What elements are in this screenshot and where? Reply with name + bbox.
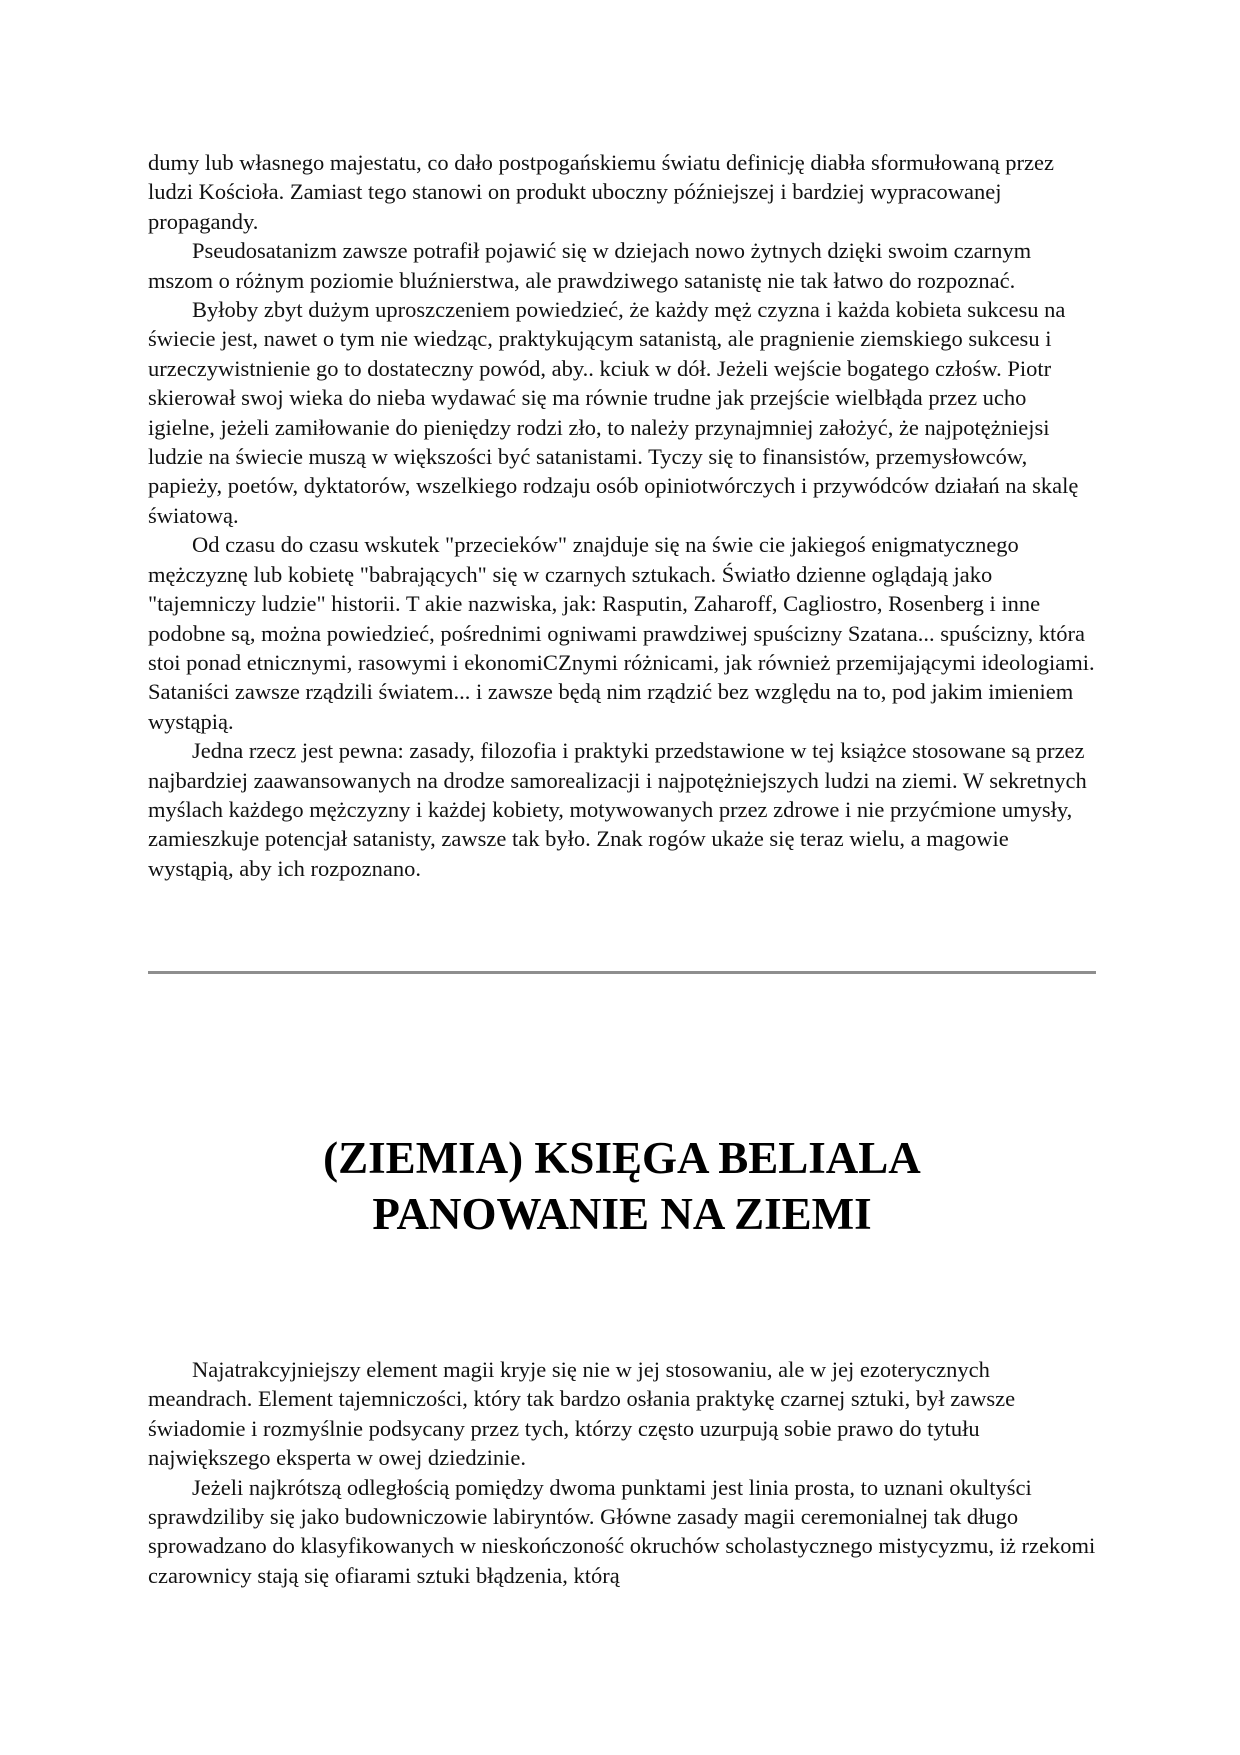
paragraph: dumy lub własnego majestatu, co dało postpogańskiemu światu definicję diabła sformułowaną przez ludzi Kościoła. Zamiast tego stanowi on produkt uboczny późniejszej i bardziej wypracowanej propagandy. <box>148 150 1055 234</box>
chapter-title-line-2: PANOWANIE NA ZIEMI <box>372 1189 872 1239</box>
paragraph: Byłoby zbyt dużym uproszczeniem powiedzieć, że każdy męż czyzna i każda kobieta sukcesu na świecie jest, nawet o tym nie wiedząc, praktykującym satanistą, ale pragnienie ziemskiego sukcesu i urzeczywistnienie go to dostateczny powód, aby.. kciuk w dół. Jeżeli wejście bogatego człośw. Piotr skierował swoj wieka do nieba wydawać się ma równie trudne jak przejście wielbłąda przez ucho igielne, jeżeli zamiłowanie do pieniędzy rodzi zło, to należy przynajmniej założyć, że najpotężniejsi ludzie na świecie muszą w większości być satanistami. Tyczy się to finansistów, przemysłowców, papieży, poetów, dyktatorów, wszelkiego rodzaju osób opiniotwórczych i przywódców działań na skalę światową. <box>148 297 1079 528</box>
chapter-title-line-1: (ZIEMIA) KSIĘGA BELIALA <box>323 1133 921 1183</box>
paragraph: Najatrakcyjniejszy element magii kryje się nie w jej stosowaniu, ale w jej ezoterycznych meandrach. Element tajemniczości, który tak bardzo osłania praktykę czarnej sztuki, był zawsze świadomie i rozmyślnie podsycany przez tych, którzy często uzurpują sobie prawo do tytułu największego eksperta w owej dziedzinie. <box>148 1357 1016 1471</box>
bottom-text-section <box>148 1355 1096 1590</box>
paragraph: Pseudosatanizm zawsze potrafił pojawić się w dziejach nowo żytnych dzięki swoim czarnym mszom o różnym poziomie bluźnierstwa, ale prawdziwego satanistę nie tak łatwo do rozpoznać. <box>148 238 1032 293</box>
paragraph: Jedna rzecz jest pewna: zasady, filozofia i praktyki przedstawione w tej książce stosowane są przez najbardziej zaawansowanych na drodze samorealizacji i najpotężniejszych ludzi na ziemi. W sekretnych myślach każdego mężczyzny i każdej kobiety, motywowanych przez zdrowe i nie przyćmione umysły, zamieszkuje potencjał satanisty, zawsze tak było. Znak rogów ukaże się teraz wielu, a magowie wystąpią, aby ich rozpoznano. <box>148 738 1087 881</box>
section-divider <box>148 971 1096 974</box>
chapter-title <box>148 1130 1096 1242</box>
paragraph: Jeżeli najkrótszą odległością pomiędzy dwoma punktami jest linia prosta, to uznani okultyści sprawdziliby się jako budowniczowie labiryntów. Główne zasady magii ceremonialnej tak długo sprowadzano do klasyfikowanych w nieskończoność okruchów scholastycznego mistycyzmu, iż rzekomi czarownicy stają się ofiarami sztuki błądzenia, którą <box>148 1474 1096 1588</box>
paragraph: Od czasu do czasu wskutek "przecieków" znajduje się na świe cie jakiegoś enigmatycznego mężczyznę lub kobietę "babrających" się w czarnych sztukach. Światło dzienne oglądają jako "tajemniczy ludzie" historii. T akie nazwiska, jak: Rasputin, Zaharoff, Cagliostro, Rosenberg i inne podobne są, można powiedzieć, pośrednimi ogniwami prawdziwej spuścizny Szatana... spuścizny, która stoi ponad etnicznymi, rasowymi i ekonomiCZnymi różnicami, jak również przemijającymi ideologiami. Sataniści zawsze rządzili światem... i zawsze będą nim rządzić bez względu na to, pod jakim imieniem wystąpią. <box>148 532 1095 734</box>
top-text-section <box>148 148 1096 883</box>
